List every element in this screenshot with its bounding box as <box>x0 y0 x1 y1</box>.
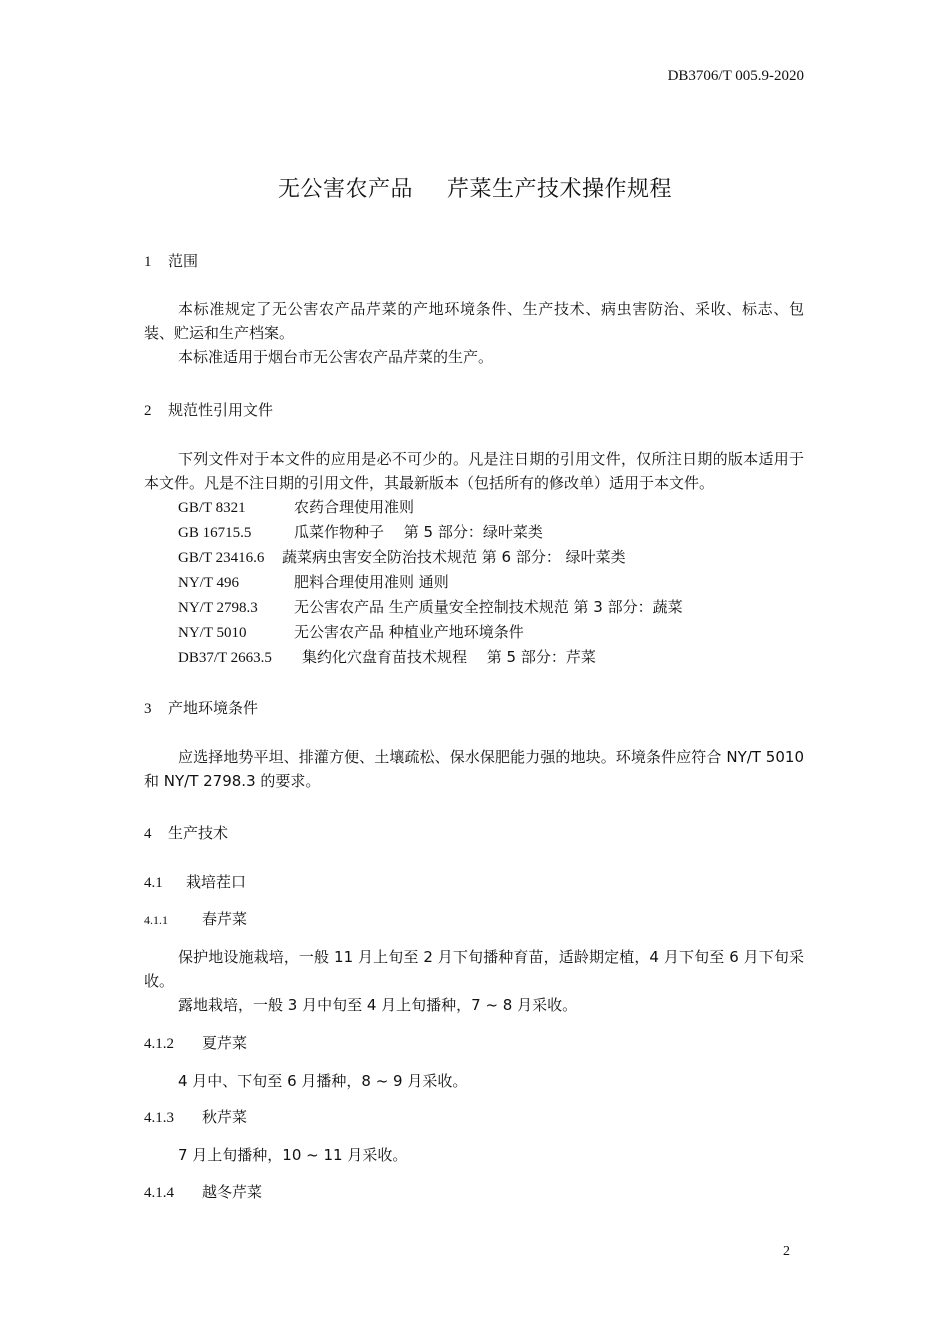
reference-code: GB/T 23416.6 <box>178 550 265 566</box>
section-4-1-1-paragraph-2: 露地栽培，一般 3 月中旬至 4 月上旬播种，7 ~ 8 月采收。 <box>178 996 578 1014</box>
title-part-1: 无公害农产品 <box>277 177 413 202</box>
section-1-paragraph-2: 本标准适用于烟台市无公害农产品芹菜的生产。 <box>178 348 494 366</box>
section-1-paragraph-1: 本标准规定了无公害农产品芹菜的产地环境条件、生产技术、病虫害防治、采收、标志、包装、贮运和生产档案。 <box>144 300 804 342</box>
section-title: 秋芹菜 <box>202 1108 248 1126</box>
section-2-paragraph-1: 下列文件对于本文件的应用是必不可少的。凡是注日期的引用文件，仅所注日期的版本适用于本文件。凡是不注日期的引用文件，其最新版本（包括所有的修改单）适用于本文件。 <box>144 450 804 492</box>
section-title: 越冬芹菜 <box>202 1183 263 1201</box>
reference-code: NY/T 496 <box>178 575 239 591</box>
reference-title: 农药合理使用准则 <box>294 498 415 516</box>
section-title: 产地环境条件 <box>168 699 259 717</box>
reference-code: GB/T 8321 <box>178 500 246 516</box>
section-number: 3 <box>144 701 152 717</box>
section-4-1-3-heading <box>144 1106 247 1127</box>
section-number: 4 <box>144 826 152 842</box>
section-4-1-3-paragraph-1: 7 月上旬播种，10 ~ 11 月采收。 <box>178 1146 408 1164</box>
section-number: 4.1 <box>144 875 163 891</box>
reference-item <box>178 521 543 542</box>
section-number: 4.1.3 <box>144 1110 174 1126</box>
reference-title: 瓜菜作物种子 第 5 部分：绿叶菜类 <box>294 523 543 541</box>
section-number: 4.1.4 <box>144 1185 174 1201</box>
section-4-1-2-paragraph-1: 4 月中、下旬至 6 月播种，8 ~ 9 月采收。 <box>178 1072 468 1090</box>
reference-item <box>178 496 414 517</box>
page-number: 2 <box>783 1244 790 1259</box>
section-number: 4.1.1 <box>144 913 168 927</box>
reference-title: 无公害农产品 生产质量安全控制技术规范 第 3 部分：蔬菜 <box>294 598 683 616</box>
section-4-1-4-heading <box>144 1181 262 1202</box>
section-title: 规范性引用文件 <box>168 401 274 419</box>
page-title <box>0 172 950 203</box>
document-code: DB3706/T 005.9-2020 <box>667 68 804 84</box>
reference-item <box>178 621 524 642</box>
section-title: 范围 <box>168 252 199 270</box>
section-title: 夏芹菜 <box>202 1034 248 1052</box>
reference-title: 肥料合理使用准则 通则 <box>294 573 449 591</box>
section-3-paragraph-1: 应选择地势平坦、排灌方便、土壤疏松、保水保肥能力强的地块。环境条件应符合 NY/T 5010 和 NY/T 2798.3 的要求。 <box>144 748 804 790</box>
section-4-1-1-heading <box>144 908 247 929</box>
section-number: 4.1.2 <box>144 1036 174 1052</box>
reference-code: NY/T 2798.3 <box>178 600 258 616</box>
reference-item <box>178 596 683 617</box>
section-title: 栽培茬口 <box>186 873 247 891</box>
reference-code: NY/T 5010 <box>178 625 247 641</box>
section-title: 生产技术 <box>168 824 229 842</box>
section-4-1-2-heading <box>144 1032 247 1053</box>
section-4-heading <box>144 822 228 843</box>
section-4-1-heading <box>144 871 246 892</box>
section-1-heading <box>144 250 198 271</box>
reference-code: DB37/T 2663.5 <box>178 650 272 666</box>
title-part-2: 芹菜生产技术操作规程 <box>447 177 673 202</box>
reference-item <box>178 546 626 567</box>
section-title: 春芹菜 <box>202 910 248 928</box>
section-number: 2 <box>144 403 152 419</box>
reference-item <box>178 646 596 667</box>
reference-item <box>178 571 449 592</box>
section-4-1-1-paragraph-1: 保护地设施栽培，一般 11 月上旬至 2 月下旬播种育苗，适龄期定植，4 月下旬至 6 月下旬采收。 <box>144 948 804 990</box>
section-number: 1 <box>144 254 152 270</box>
reference-code: GB 16715.5 <box>178 525 252 541</box>
reference-title: 无公害农产品 种植业产地环境条件 <box>294 623 524 641</box>
reference-title: 蔬菜病虫害安全防治技术规范 第 6 部分： 绿叶菜类 <box>282 548 626 566</box>
section-2-heading <box>144 399 273 420</box>
section-3-heading <box>144 697 258 718</box>
reference-title: 集约化穴盘育苗技术规程 第 5 部分：芹菜 <box>302 648 596 666</box>
